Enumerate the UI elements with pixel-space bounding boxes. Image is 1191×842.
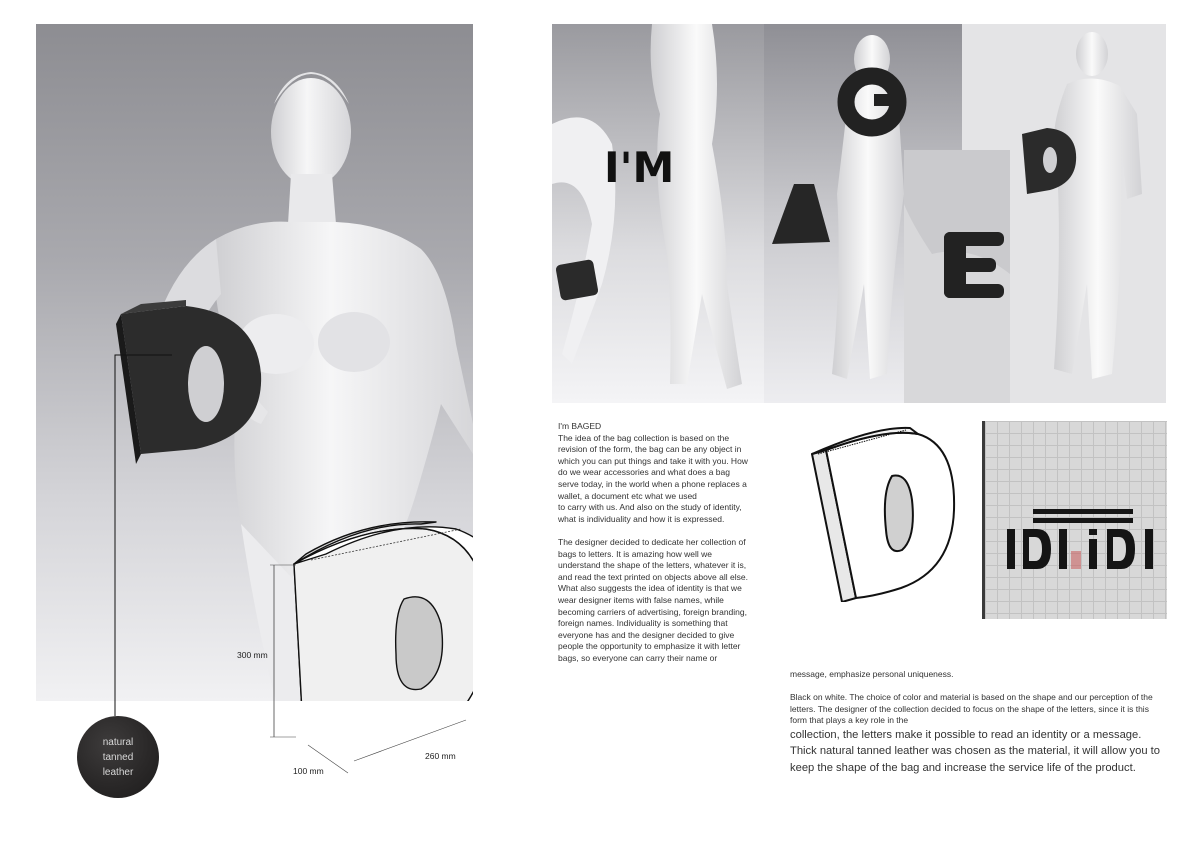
paragraph-3: Black on white. The choice of color and material is based on the shape and our perception of the letters. The designer of the collection decided to focus on the shape of the letters, since it is this form that plays a key role in the [790, 692, 1153, 726]
paragraph-2: The designer decided to dedicate her collection of bags to letters. It is amazing how well we understand the shape of the letters, whatever it is, and read the text printed on objects above all else. What also suggests the idea of identity is that we wear designer items with false names, while becoming carriers of advertising, foreign branding, [558, 536, 748, 617]
leather-swatch-badge [77, 716, 159, 798]
height-dimension-label: 300 mm [237, 650, 268, 660]
badge-line-3: leather [102, 766, 134, 778]
letter-pattern-grid [982, 421, 1167, 619]
badge-line-2: tanned [102, 751, 134, 763]
im-letters: I'M [604, 143, 675, 192]
continuation-line: message, emphasize personal uniqueness. [790, 669, 954, 679]
callout-line [112, 354, 174, 718]
dimension-lines [270, 555, 470, 780]
article-title: I'm BAGED [558, 421, 602, 431]
text-column-1 [558, 421, 748, 664]
width-dimension-label: 260 mm [425, 751, 456, 761]
collage-photo-panel [552, 24, 1166, 403]
paragraph-3-large: collection, the letters make it possible to read an identity or a message. Thick natural tanned leather was chosen as the material, it will allow you to keep the shape of the bag and increase the service life of the product. [790, 728, 1160, 774]
paragraph-1: The idea of the bag collection is based on the revision of the form, the bag can be any object in which you can put things and take it with you. How do we wear accessories and what does a bag serve today, in the world when a phone replaces a wallet, a document etc what we used [558, 432, 748, 501]
text-column-2 [790, 669, 1165, 776]
paragraph-1-cont: to carry with us. And also on the study of identity, what is individuality and how it is expressed. [558, 502, 742, 524]
d-bag-line-drawing [806, 420, 966, 602]
paragraph-2-cont: foreign names. Individuality is something that everyone has and the designer decided to give people the opportunity to emphasize it with letter bags, so everyone can carry their name or [558, 618, 741, 663]
depth-dimension-label: 100 mm [293, 766, 324, 776]
letter-pattern-svg [985, 421, 1167, 619]
collage-illustration [552, 24, 1166, 403]
badge-line-1: natural [102, 736, 134, 748]
